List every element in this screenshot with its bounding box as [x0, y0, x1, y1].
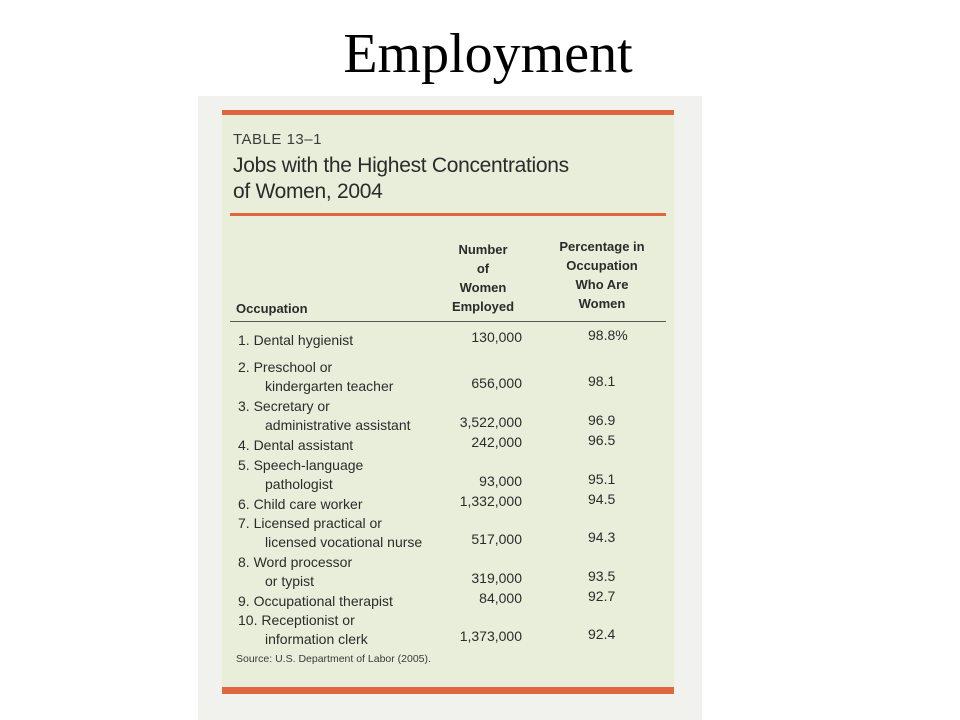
- percentage-cell: 96.9: [588, 412, 616, 428]
- occupation-line: 7. Licensed practical or: [238, 515, 382, 531]
- occupation-line: 10. Receptionist or: [238, 612, 355, 628]
- percentage-cell: 98.8%: [588, 327, 628, 343]
- occupation-line: 5. Speech-language: [238, 457, 364, 473]
- percentage-cell: 93.5: [588, 568, 616, 584]
- occupation-line-continued: or typist: [265, 573, 315, 589]
- occupation-line: 2. Preschool or: [238, 359, 333, 375]
- percentage-column-header: Percentage in Occupation Who Are Women: [559, 239, 645, 311]
- occupation-line: 8. Word processor: [238, 554, 353, 570]
- women-employed-cell: 84,000: [479, 590, 522, 606]
- occupation-cell: [238, 456, 448, 494]
- women-employed-cell: 656,000: [471, 375, 522, 391]
- women-employed-column-header: Number of Women Employed: [451, 242, 515, 314]
- occupation-line: 9. Occupational therapist: [238, 593, 393, 609]
- slide-title: Employment: [343, 23, 633, 85]
- occupation-cell: [238, 553, 448, 591]
- percentage-cell: 94.5: [588, 491, 616, 507]
- women-employed-cell: 1,332,000: [459, 493, 522, 509]
- percentage-cell: 94.3: [588, 529, 616, 545]
- occupation-cell: [238, 397, 448, 435]
- women-employed-cell: 517,000: [471, 531, 522, 547]
- occupation-line-continued: licensed vocational nurse: [265, 534, 423, 550]
- occupation-line: 3. Secretary or: [238, 398, 330, 414]
- table-panel: [222, 110, 674, 694]
- percentage-cell: 92.4: [588, 626, 616, 642]
- occupation-cell: [238, 358, 448, 396]
- percentage-cell: 98.1: [588, 373, 616, 389]
- women-employed-cell: 319,000: [471, 570, 522, 586]
- occupation-cell: [238, 331, 448, 350]
- occupation-cell: [238, 514, 448, 552]
- women-employed-cell: 242,000: [471, 434, 522, 450]
- occupation-cell: [238, 495, 448, 514]
- percentage-cell: 96.5: [588, 432, 616, 448]
- table-source-note: Source: U.S. Department of Labor (2005).: [236, 653, 431, 665]
- percentage-cell: 92.7: [588, 588, 616, 604]
- occupation-cell: [238, 611, 448, 649]
- women-employed-cell: 130,000: [471, 329, 522, 345]
- table-number: TABLE 13–1: [233, 131, 322, 148]
- percentage-cell: 95.1: [588, 471, 616, 487]
- occupation-line: 6. Child care worker: [238, 496, 363, 512]
- occupation-line: 1. Dental hygienist: [238, 332, 354, 348]
- women-employed-cell: 3,522,000: [459, 414, 522, 430]
- header-divider: [230, 213, 666, 216]
- occupation-line-continued: information clerk: [265, 631, 368, 647]
- occupation-line-continued: kindergarten teacher: [265, 378, 394, 394]
- occupation-line-continued: pathologist: [265, 476, 333, 492]
- column-header-divider: [230, 321, 666, 322]
- women-employed-cell: 1,373,000: [459, 628, 522, 644]
- occupation-line: 4. Dental assistant: [238, 437, 354, 453]
- occupation-cell: [238, 592, 448, 611]
- occupation-line-continued: administrative assistant: [265, 417, 411, 433]
- women-employed-cell: 93,000: [479, 473, 522, 489]
- occupation-cell: [238, 436, 448, 455]
- table-title: Jobs with the Highest Concentrations of Women, 2004: [233, 154, 569, 203]
- occupation-column-header: Occupation: [236, 301, 308, 316]
